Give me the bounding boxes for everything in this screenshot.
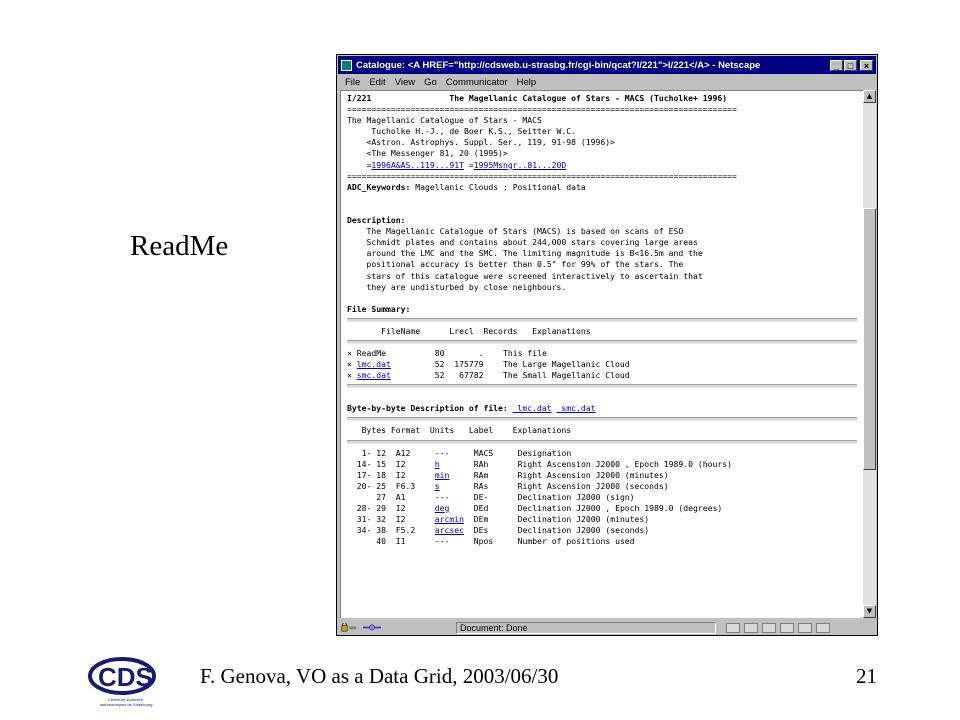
svg-text:Centre de Données: Centre de Données (108, 697, 143, 702)
file-explanation: The Large Magellanic Cloud (502, 359, 630, 370)
netscape-app-icon (341, 60, 352, 71)
reference-aas: <Astron. Astrophys. Suppl. Ser., 119, 91-98 (1996)> (347, 137, 616, 148)
file-summary-header: FileName Lrecl Records Explanations (347, 325, 591, 336)
byte-label: MACS (473, 447, 499, 458)
byte-row (347, 536, 635, 546)
menu-go[interactable]: Go (424, 76, 437, 88)
vertical-scrollbar[interactable] (863, 90, 876, 618)
byte-format: A1 (395, 491, 416, 502)
byte-range: 20- 25 (347, 480, 386, 491)
byte-explanation: Declination J2000 (minutes) (517, 514, 650, 525)
file-summary-label: File Summary: (347, 303, 411, 314)
byte-row (347, 492, 635, 502)
byte-format: I2 (395, 503, 416, 513)
page-number: 21 (856, 664, 877, 688)
catalogue-header: I/221 The Magellanic Catalogue of Stars - MACS (Tucholke+ 1996) (347, 93, 728, 103)
address-book-icon[interactable] (798, 623, 812, 633)
file-name: ReadMe (356, 347, 386, 358)
byte-units: --- (434, 491, 464, 502)
byte-range: 40 (347, 536, 386, 547)
bullet: × (347, 347, 357, 358)
byte-label: RAs (473, 480, 499, 491)
description-label: Description: (347, 215, 406, 226)
byte-row (347, 459, 732, 469)
byte-range: 34- 38 (347, 525, 386, 536)
menu-view[interactable]: View (394, 76, 416, 88)
file-lrecl: 52 (434, 370, 445, 381)
byte-label: Npos (473, 536, 499, 547)
menu-communicator[interactable]: Communicator (445, 76, 508, 88)
window-title: Catalogue: <A HREF="http://cdsweb.u-strasbg.fr/cgi-bin/qcat?I/221">I/221</A> - Netscape (356, 59, 761, 71)
menu-edit[interactable]: Edit (369, 76, 386, 88)
file-records: 175779 (444, 359, 484, 370)
maximize-button[interactable]: □ (844, 60, 857, 71)
netscape-window (336, 54, 878, 636)
horizontal-rule (347, 417, 857, 421)
unit-link[interactable]: s (434, 480, 440, 491)
byte-units: --- (434, 447, 464, 458)
slide-title: ReadMe (130, 230, 229, 262)
byte-row (347, 481, 669, 491)
bibcode-link-aas[interactable]: 1996A&AS..119...91T (371, 159, 464, 170)
file-explanation: The Small Magellanic Cloud (502, 370, 630, 381)
navigator-icon[interactable] (726, 623, 740, 633)
byte-row (347, 470, 669, 480)
description-line: The Magellanic Catalogue of Stars (MACS) is based on scans of ESO (347, 226, 684, 237)
bullet: × (347, 370, 357, 381)
security-icons (340, 622, 386, 633)
byte-label: RAh (473, 458, 499, 469)
pad (391, 370, 435, 380)
byte-explanation: Designation (517, 447, 572, 458)
byte-explanation: Right Ascension J2000 (minutes) (517, 469, 669, 480)
bbb-link-lmc[interactable]: lmc.dat (512, 403, 552, 414)
separator-line-2: ================================================================================ (347, 170, 737, 181)
byte-range: 14- 15 (347, 458, 386, 469)
description-line: positional accuracy is better than 0.5" for 99% of the stars. The (347, 259, 684, 270)
document-view[interactable] (340, 90, 863, 618)
byte-format: F6.3 (395, 480, 416, 491)
file-link-smc[interactable]: smc.dat (356, 370, 391, 381)
composer-icon[interactable] (780, 623, 794, 633)
reference-messenger: <The Messenger 81, 20 (1995)> (347, 148, 508, 159)
unit-link[interactable]: deg (434, 503, 450, 513)
lock-icon[interactable] (340, 623, 358, 632)
newsgroups-icon[interactable] (762, 623, 776, 633)
status-message: Document: Done (456, 622, 716, 634)
file-records: . (444, 347, 484, 358)
scroll-down-icon[interactable]: ▼ (863, 605, 876, 618)
pad (391, 359, 435, 369)
bullet: × (347, 359, 357, 370)
edit-icon[interactable] (816, 623, 830, 633)
byte-row (347, 503, 722, 513)
byte-range: 31- 32 (347, 514, 386, 525)
byte-units: --- (434, 536, 464, 547)
separator-line: ================================================================================ (347, 104, 737, 115)
bytes-table (347, 448, 732, 547)
byte-row (347, 448, 571, 458)
byte-label: DEs (473, 525, 499, 536)
unit-link[interactable]: min (434, 469, 450, 480)
byte-format: I2 (395, 514, 416, 525)
byte-row (347, 514, 649, 524)
byte-label: DE- (473, 491, 499, 502)
readme-text (347, 93, 857, 547)
byte-explanation: Right Ascension J2000 , Epoch 1989.0 (hours) (517, 458, 733, 469)
byte-label: DEd (473, 503, 499, 513)
mail-icon[interactable] (744, 623, 758, 633)
bibcode-link-messenger[interactable]: 1995Msngr..81...20D (473, 159, 567, 170)
byte-format: A12 (395, 447, 416, 458)
scroll-up-icon[interactable]: ▲ (863, 90, 876, 103)
bibcode-separator: = (463, 159, 474, 170)
byte-explanation: Declination J2000 (sign) (517, 491, 635, 502)
file-row (347, 370, 630, 380)
scroll-thumb[interactable] (863, 208, 876, 470)
menu-file[interactable]: File (345, 76, 361, 88)
component-bar (726, 623, 830, 633)
byte-label: RAm (473, 469, 499, 480)
title-bar[interactable] (338, 56, 876, 74)
bytes-header: Bytes Format Units Label Explanations (347, 425, 572, 436)
byte-format: F5.2 (395, 525, 416, 536)
byte-range: 1- 12 (347, 447, 386, 458)
byte-explanation: Number of positions used (517, 536, 635, 547)
byte-label: DEm (473, 514, 499, 525)
description-line: stars of this catalogue were screened interactively to ascertain that (347, 270, 703, 281)
unit-link[interactable]: h (434, 458, 440, 469)
catalogue-title: The Magellanic Catalogue of Stars - MACS (347, 115, 542, 126)
byte-range: 28- 29 (347, 503, 386, 513)
bbb-link-smc[interactable]: smc.dat (556, 403, 596, 414)
unit-link[interactable]: arcsec (434, 525, 464, 536)
footer-caption: F. Genova, VO as a Data Grid, 2003/06/30 (200, 664, 559, 688)
horizontal-rule (347, 384, 857, 388)
byte-range: 17- 18 (347, 469, 386, 480)
byte-format: I2 (395, 458, 416, 469)
close-button[interactable]: × (860, 60, 873, 71)
file-lrecl: 80 (434, 347, 445, 358)
byte-by-byte-label: Byte-by-byte Description of file: (347, 403, 508, 414)
byte-format: I1 (395, 536, 416, 547)
horizontal-rule (347, 318, 857, 322)
svg-text:astronomiques de Strasbourg: astronomiques de Strasbourg (100, 702, 153, 707)
status-bar (338, 620, 876, 635)
pad (386, 348, 435, 358)
byte-row (347, 525, 649, 535)
byte-explanation: Declination J2000 , Epoch 1989.0 (degrees) (517, 503, 723, 513)
authors: Tucholke H.-J., de Boer K.S., Seitter W.C. (347, 126, 577, 137)
horizontal-rule (347, 440, 857, 444)
bibcode-prefix: = (347, 159, 372, 170)
file-records: 67782 (444, 370, 484, 381)
keywords-label: ADC_Keywords: (347, 181, 411, 192)
menu-bar (338, 75, 876, 89)
file-explanation: This file (502, 347, 547, 358)
logo-lettering: CDS (98, 662, 153, 692)
byte-explanation: Right Ascension J2000 (seconds) (517, 480, 669, 491)
connection-icon[interactable] (361, 623, 383, 632)
description-line: they are undisturbed by close neighbours. (347, 281, 567, 292)
horizontal-rule (347, 340, 857, 344)
file-row (347, 348, 547, 358)
minimize-button[interactable]: _ (830, 60, 843, 71)
description-line: around the LMC and the SMC. The limiting magnitude is B<16.5m and the (347, 248, 703, 259)
description-line: Schmidt plates and contains about 244,000 stars covering large areas (347, 237, 698, 248)
byte-explanation: Declination J2000 (seconds) (517, 525, 650, 536)
file-lrecl: 52 (434, 359, 445, 370)
byte-format: I2 (395, 469, 416, 480)
menu-help[interactable]: Help (516, 76, 537, 88)
byte-range: 27 (347, 491, 386, 502)
unit-link[interactable]: arcmin (434, 514, 464, 525)
file-link-lmc[interactable]: lmc.dat (356, 359, 391, 370)
keywords-value: Magellanic Clouds ; Positional data (410, 181, 586, 192)
cds-logo (86, 652, 164, 710)
file-row (347, 359, 630, 369)
